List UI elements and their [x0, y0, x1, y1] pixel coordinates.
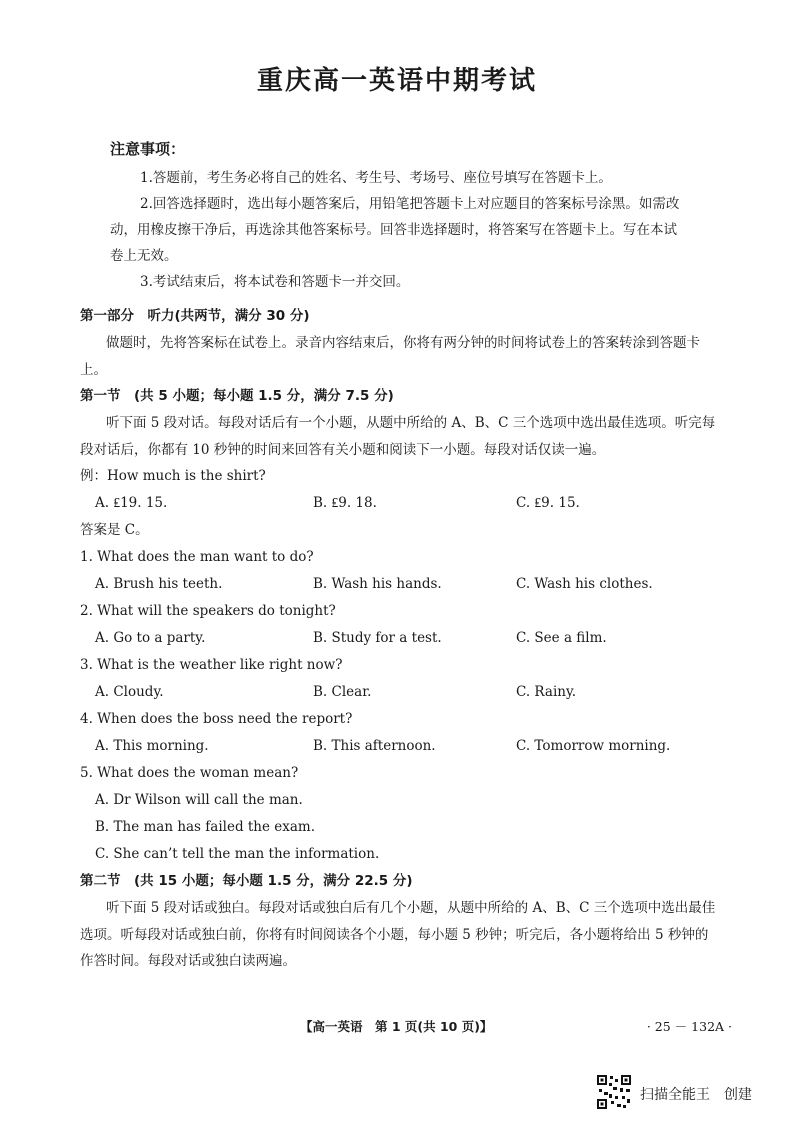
example-option-b: B. ₤9. 18. [313, 495, 377, 511]
example-question: 例：How much is the shirt? [80, 468, 266, 484]
question-3-options [80, 679, 720, 706]
q3-option-b: B. Clear. [313, 684, 372, 700]
scanner-label: 扫描全能王 创建 [640, 1087, 752, 1103]
notice-item-1: 1.答题前，考生务必将自己的姓名、考生号、考场号、座位号填写在答题卡上。 [140, 170, 612, 186]
footer-page-info: 【高一英语 第 1 页(共 10 页)】 [300, 1019, 493, 1034]
question-4: 4. When does the boss need the report? [80, 711, 353, 727]
question-2: 2. What will the speakers do tonight? [80, 603, 336, 619]
q5-option-a: A. Dr Wilson will call the man. [95, 792, 303, 808]
q1-option-b: B. Wash his hands. [313, 576, 442, 592]
notice-item-3: 3.考试结束后，将本试卷和答题卡一并交回。 [140, 274, 410, 290]
q3-option-a: A. Cloudy. [95, 684, 164, 700]
q1-option-c: C. Wash his clothes. [516, 576, 653, 592]
exam-title: 重庆高一英语中期考试 [256, 66, 537, 96]
question-5: 5. What does the woman mean? [80, 765, 299, 781]
q1-option-a: A. Brush his teeth. [95, 576, 223, 592]
q2-option-a: A. Go to a party. [95, 630, 206, 646]
q4-option-c: C. Tomorrow morning. [516, 738, 671, 754]
question-5-options [80, 787, 720, 868]
part1-listening [80, 303, 720, 975]
q5-option-b: B. The man has failed the exam. [95, 819, 316, 835]
question-3: 3. What is the weather like right now? [80, 657, 343, 673]
q4-option-a: A. This morning. [95, 738, 209, 754]
notice-item-2: 2.回答选择题时，选出每小题答案后，用铅笔把答题卡上对应题目的答案标号涂黑。如需改动，用橡皮擦干净后，再选涂其他答案标号。回答非选择题时，将答案写在答题卡上。写在本试卷上无效。 [110, 196, 680, 264]
example-options [80, 490, 720, 517]
qr-code-icon [596, 1074, 632, 1110]
q2-option-b: B. Study for a test. [313, 630, 442, 646]
example-option-c: C. ₤9. 15. [516, 495, 580, 511]
q2-option-c: C. See a film. [516, 630, 607, 646]
section2-intro: 听下面 5 段对话或独白。每段对话或独白后有几个小题，从题中所给的 A、B、C 三个选项中选出最佳选项。听每段对话或独白前，你将有时间阅读各个小题，每小题 5 秒钟；听完后，各小题将给出 5 秒钟的作答时间。每段对话或独白读两遍。 [80, 900, 716, 969]
footer-exam-code: · 25 － 132A · [646, 1019, 732, 1034]
q3-option-c: C. Rainy. [516, 684, 577, 700]
example-answer: 答案是 C。 [80, 522, 149, 538]
q4-option-b: B. This afternoon. [313, 738, 436, 754]
section1-heading: 第一节 (共 5 小题；每小题 1.5 分，满分 7.5 分) [80, 388, 394, 404]
question-2-options [80, 625, 720, 652]
question-1-options [80, 571, 720, 598]
question-4-options [80, 733, 720, 760]
section2-heading: 第二节 (共 15 小题；每小题 1.5 分，满分 22.5 分) [80, 873, 413, 889]
section1-intro: 听下面 5 段对话。每段对话后有一个小题，从题中所给的 A、B、C 三个选项中选出最佳选项。听完每段对话后，你都有 10 秒钟的时间来回答有关小题和阅读下一小题。每段对话仅读一遍。 [80, 415, 716, 458]
part1-intro: 做题时，先将答案标在试卷上。录音内容结束后，你将有两分钟的时间将试卷上的答案转涂到答题卡上。 [80, 335, 700, 378]
question-1: 1. What does the man want to do? [80, 549, 314, 565]
part1-heading: 第一部分 听力(共两节，满分 30 分) [80, 308, 310, 324]
notice-section [110, 138, 680, 295]
q5-option-c: C. She can’t tell the man the information. [95, 846, 380, 862]
notice-heading: 注意事项： [110, 140, 186, 158]
example-option-a: A. ₤19. 15. [95, 495, 168, 511]
page-footer [0, 1017, 794, 1041]
